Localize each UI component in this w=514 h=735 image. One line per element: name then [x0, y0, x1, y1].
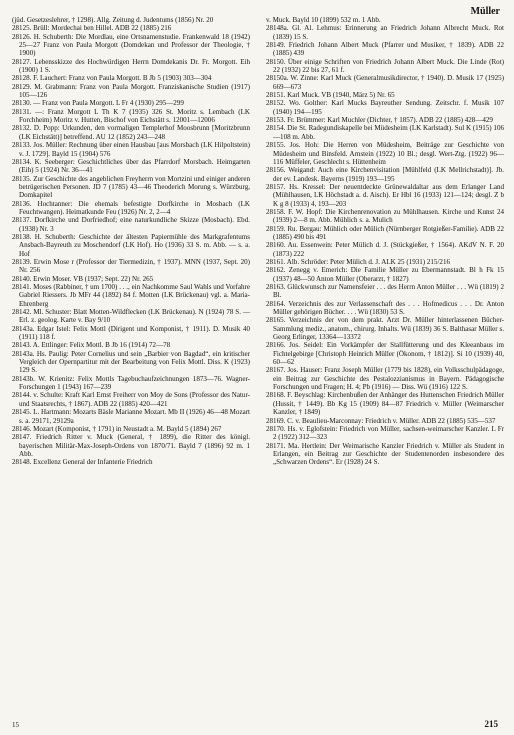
bibliography-entry: 28143a. Hs. Paulig: Peter Cornelius und sein „Barbier von Bagdad“, ein kritischer Vergleich der Opernpartitur mit der Bearbeitung von Felix Mottl. Diss. K (1923) 129 S. — [12, 349, 250, 375]
bibliography-entry: 28169. C. v. Beaulieu-Marconnay: Friedrich v. Müller. ADB 22 (1885) 535—537 — [266, 416, 496, 425]
bibliography-entry: (jüd. Gesetzeslehrer, † 1298). Allg. Zeitung d. Judentums (1856) Nr. 20 — [12, 16, 214, 24]
bibliography-entry: 28140. Erwin Moser. VB (1937; Sept. 22) Nr. 265 — [12, 274, 154, 283]
right-column — [266, 16, 504, 467]
bibliography-entry: 28125. Brüll: Mordechai ben Hillel. ADB 22 (1885) 216 — [12, 24, 172, 33]
bibliography-entry: 28151. Karl Muck. VB (1940, März 5) Nr. 65 — [266, 91, 395, 100]
bibliography-entry: 28147. Friedrich Ritter v. Muck (General, † 1899), die Ritter des königl. bayerischen Militär-Max-Joseph-Ordens von 1870/71. Bayld 7 (1896) 92 m. 1 Abb. — [12, 433, 250, 458]
bibliography-entry: 28161. Alb. Schröder: Peter Mülich d. J. ALK 25 (1931) 215/216 — [266, 257, 450, 266]
bibliography-entry: 28155. Jos. Hoh: Die Herren von Müdesheim, Beiträge zur Geschichte von Müdesheim und Binsfeld. Arnstein (1922) 10 Bl.; desgl. Wert-Ztg. (1922) 96—116 Müffeler, Geschlecht s. Hüttenheim — [266, 141, 504, 166]
bibliography-entry: 28126. H. Schuberth: Die Mordlau, eine Ortsnamenstudie. Frankenwald 18 (1942) 25—27 Franz von Paula Morgott (Domdekan und Professor der Theologie, † 1900) — [12, 32, 250, 58]
signature-mark: 15 — [12, 721, 19, 729]
bibliography-entry: 28143b. W. Krienitz: Felix Mottls Tagebuchaufzeichnungen 1873—76. Wagner-Forschungen 1 (1943) 167—239 — [12, 374, 250, 392]
bibliography-entry: 28163. Glückwunsch zur Namensfeier . . . des Herrn Anton Müller . . . Wü (1819) 2 Bl. — [266, 283, 504, 300]
bibliography-entry: 28144. v. Schulte: Kraft Karl Ernst Freiherr von Moy de Sons (Professor des Natur- und Staatsrechts, † 1867). ADB 22 (1885) 420—421 — [12, 391, 250, 408]
bibliography-entry: 28128. F. Lauchert: Franz von Paula Morgott. B Jb 5 (1903) 303—304 — [12, 74, 212, 83]
bibliography-entry: 28143. A. Ettlinger: Felix Mottl. B Jb 16 (1914) 72—78 — [12, 341, 171, 350]
bibliography-entry: 28134. K. Seeberger: Geschichtliches über das Pfarrdorf Morsbach. Heimgarten (Eih) 5 (1924) Nr. 36—41 — [12, 157, 250, 175]
bibliography-entry: 28150. Über einige Schriften von Friedrich Johann Albert Muck. Die Linde (Rot) 22 (1932) 22 bis 27, 61 f. — [266, 57, 504, 75]
bibliography-entry: 28143a. Edgar Istel: Felix Mottl (Dirigent und Komponist, † 1911). D. Musik 40 (1911) 118 f. — [12, 324, 250, 342]
bibliography-entry: 28168. F. Beyschlag: Kirchenbußen der Anhänger des Huttenschen Friedrich Müller (Hussit, † 1449). Bb Kg 15 (1909) 84—87 Friedrich v. Müller (Weimarscher Kanzler, † 1849) — [266, 391, 504, 417]
bibliography-entry: 28130. — Franz von Paula Morgott. L Fr 4 (1930) 295—299 — [12, 99, 184, 108]
bibliography-entry: v. Muck. Bayld 10 (1899) 532 m. 1 Abb. — [266, 16, 381, 24]
bibliography-entry: 28150a. W. Zinne: Karl Muck (Generalmusikdirector, † 1940). D. Musik 17 (1925) 669—673 — [266, 74, 504, 91]
running-header: Müller — [470, 6, 500, 17]
bibliography-entry: 28136. Hochtanner: Die ehemals befestigte Dorfkirche in Mosbach (LK Feuchtwangen). Heimatkunde Feu (1926) Nr. 2, 2—4 — [12, 199, 250, 216]
bibliography-entry: 28165. Verzeichnis der von dem prakt. Arzt Dr. Müller hinterlassenen Bücher-Sammlung mediz., anatom., chirurg. Inhalts. Wü (1839) 36 S. Balthasar Müller s. Georg Erlinger, 13364—13372 — [266, 316, 504, 342]
bibliography-entry: 28157. Hs. Kressel: Der neuentdeckte Grünewaldaltar aus dem Erlanger Land (Mühlhausen, LK Höchstadt a. d. Aisch). Er Hbl 16 (1933) 121—124; desgl. Z b K g 8 (1933) 4, 193—203 — [266, 182, 504, 208]
bibliography-entry: 28154. Die St. Radegundiskapelle bei Müdesheim (LK Karlstadt). Sul K (1915) 106—108 m. Abb. — [266, 124, 504, 141]
bibliography-entry: 28127. Lebensskizze des Hochwürdigen Herrn Domdekanis Dr. Fr. Morgott. Eih (1900) 1 S. — [12, 57, 250, 75]
bibliography-entry: 28149. Friedrich Johann Albert Muck (Pfarrer und Musiker, † 1839). ADB 22 (1885) 439 — [266, 41, 504, 58]
bibliography-entry: 28131. —: Franz Morgott L Th K 7 (1935) 326 St. Moritz s. Lembach (LK Forchheim) Moritz v. Hutten, Bischof von Eichstätt s. 12001—12006 — [12, 107, 250, 125]
bibliography-entry: 28148a. Gl. Al. Lehmus: Erinnerung an Friedrich Johann Albrecht Muck. Rot (1839) 15 S. — [266, 24, 504, 41]
bibliography-entry: 28133. Jos. Müller: Rechnung über einen Hausbau [aus Morsbach (LK Hilpoltstein) v. J. 1729]. Bayld 15 (1904) 576 — [12, 141, 250, 158]
bibliography-entry: 28164. Verzeichnis des zur Verlassenschaft des . . . Hofmedicus . . . Dr. Anton Müller gehörigen Bücher. . . . Wü (1830) 53 S. — [266, 299, 504, 317]
bibliography-entry: 28135. Zur Geschichte des angeblichen Freyherrn von Mortzini und einiger anderen betrügerischen Personen. JD 7 (1785) 43—46 Theoderich Morung s. Würzburg, Domkapitel — [12, 174, 250, 200]
bibliography-entry: 28156. Weigand: Auch eine Kirchenvisitation [Mühlfeld (LK Mellrichstadt)]. Jb. der ev. Landesk. Bayerns (1919) 193—195 — [266, 166, 504, 183]
bibliography-entry: 28141. Moses (Rabbiner, † um 1700) . . ., ein Nachkomme Saul Wahls und Vorfahre Gabriel Riessers. Jb MFr 44 (1892) 84 f. Motten (LK Brückenau) vgl. a. Maria-Ehrenberg — [12, 283, 250, 308]
bibliography-entry: 28152. Wo. Golther: Karl Mucks Bayreuther Sendung. Zeitschr. f. Musik 107 (1940) 194—195 — [266, 99, 504, 116]
bibliography-entry: 28166. Jos. Seidel: Ein Vorkämpfer der Stallfütterung und des Kleeanbaus im Fichtelgebirge [Christoph Heinrich Müller (Ökonom, † 1812)]. Si 10 (1939) 40, 60—62 — [266, 341, 504, 367]
left-column — [12, 16, 250, 467]
bibliography-entry: 28142. Ml. Schuster: Blatt Motten-Wildflecken (LK Brückenau). N (1924) 78 S. — Erl. z. geolog. Karte v. Bay 9/10 — [12, 308, 250, 325]
page-number: 215 — [484, 719, 498, 729]
bibliography-entry: 28158. F. W. Hopf: Die Kirchenrenovation zu Mühlhausen. Kirche und Kunst 24 (1939) 2—8 m. Abb. Mühlich s. a. Mulich — [266, 207, 504, 225]
bibliography-entry: 28137. Dorfkirche und Dorfriedhof; eine naturkundliche Skizze (Mosbach). Ebd. (1938) Nr. 3 — [12, 216, 250, 233]
bibliography-entry: 28153. Fr. Brümmer: Karl Muchler (Dichter, † 1857). ADB 22 (1885) 428—429 — [266, 116, 493, 125]
bibliography-entry: 28160. Au. Essenwein: Peter Mülich d. J. (Stückgießer, † 1564). AKdV N. F. 20 (1873) 222 — [266, 241, 504, 258]
bibliography-entry: 28167. Jos. Hauser: Franz Joseph Müller (1779 bis 1828), ein Volksschulpädagoge, ein Beitrag zur Geschichte des Pestalozzianismus in Bayern. Pädagogische Forschungen und Fragen; H. 4; Pb (1916) — Diss. Wü (1916) 122 S. — [266, 366, 504, 392]
bibliography-entry: 28145. L. Hartmann: Mozarts Bäsle Marianne Mozart. Mb II (1926) 46—48 Mozart s. a. 29171, 29129a — [12, 408, 250, 425]
bibliography-entry: 28132. D. Popp: Urkunden, den vormaligen Templerhof Moosbrunn [Moritzbrunn (LK Eichstätt)] betreffend. AU 12 (1852) 243—248 — [12, 124, 250, 141]
bibliography-entry: 28148. Excellenz General der Infanterie Friedrich — [12, 458, 153, 467]
bibliography-entry: 28138. H. Schuberth: Geschichte der ältesten Papiermühle des Markgrafentums Ansbach-Bayreuth zu Moschendorf (LK Hof). Ho (1936) 33 S. m. Abb. — s. a. Hof — [12, 232, 250, 258]
bibliography-entry: 28171. Ma. Hertlein: Der Weimarische Kanzler Friedrich v. Müller als Student in Erlangen, ein Beitrag zur Geschichte der Studentenorden insbesondere des „Schwarzen Ordens“. Er (1928) 24 S. — [266, 441, 504, 467]
bibliography-entry: 28129. M. Grabmann: Franz von Paula Morgott. Franziskanische Studien (1917) 105—126 — [12, 82, 250, 100]
bibliography-entry: 28146. Mozart (Komponist, † 1791) in Neustadt a. M. Bayld 5 (1894) 267 — [12, 424, 222, 433]
bibliography-entry: 28162. Zenegg v. Emerich: Die Familie Müller zu Ebermannstadt. Bl h Fk 15 (1937) 48—50 Anton Müller (Oberarzt, † 1827) — [266, 266, 504, 283]
bibliography-entry: 28170. Hs. v. Eglofstein: Friedrich von Müller, sachsen-weimarscher Kanzler. L Fr 2 (1922) 312—323 — [266, 424, 504, 442]
bibliography-entry: 28139. Erwin Mose r (Professor der Tiermedizin, † 1937). MNN (1937, Sept. 20) Nr. 256 — [12, 257, 250, 275]
bibliography-entry: 28159. Ru. Bergau: Mühlich oder Mülich (Nürnberger Rotgießer-Familie). ADB 22 (1885) 490 bis 491 — [266, 224, 504, 241]
